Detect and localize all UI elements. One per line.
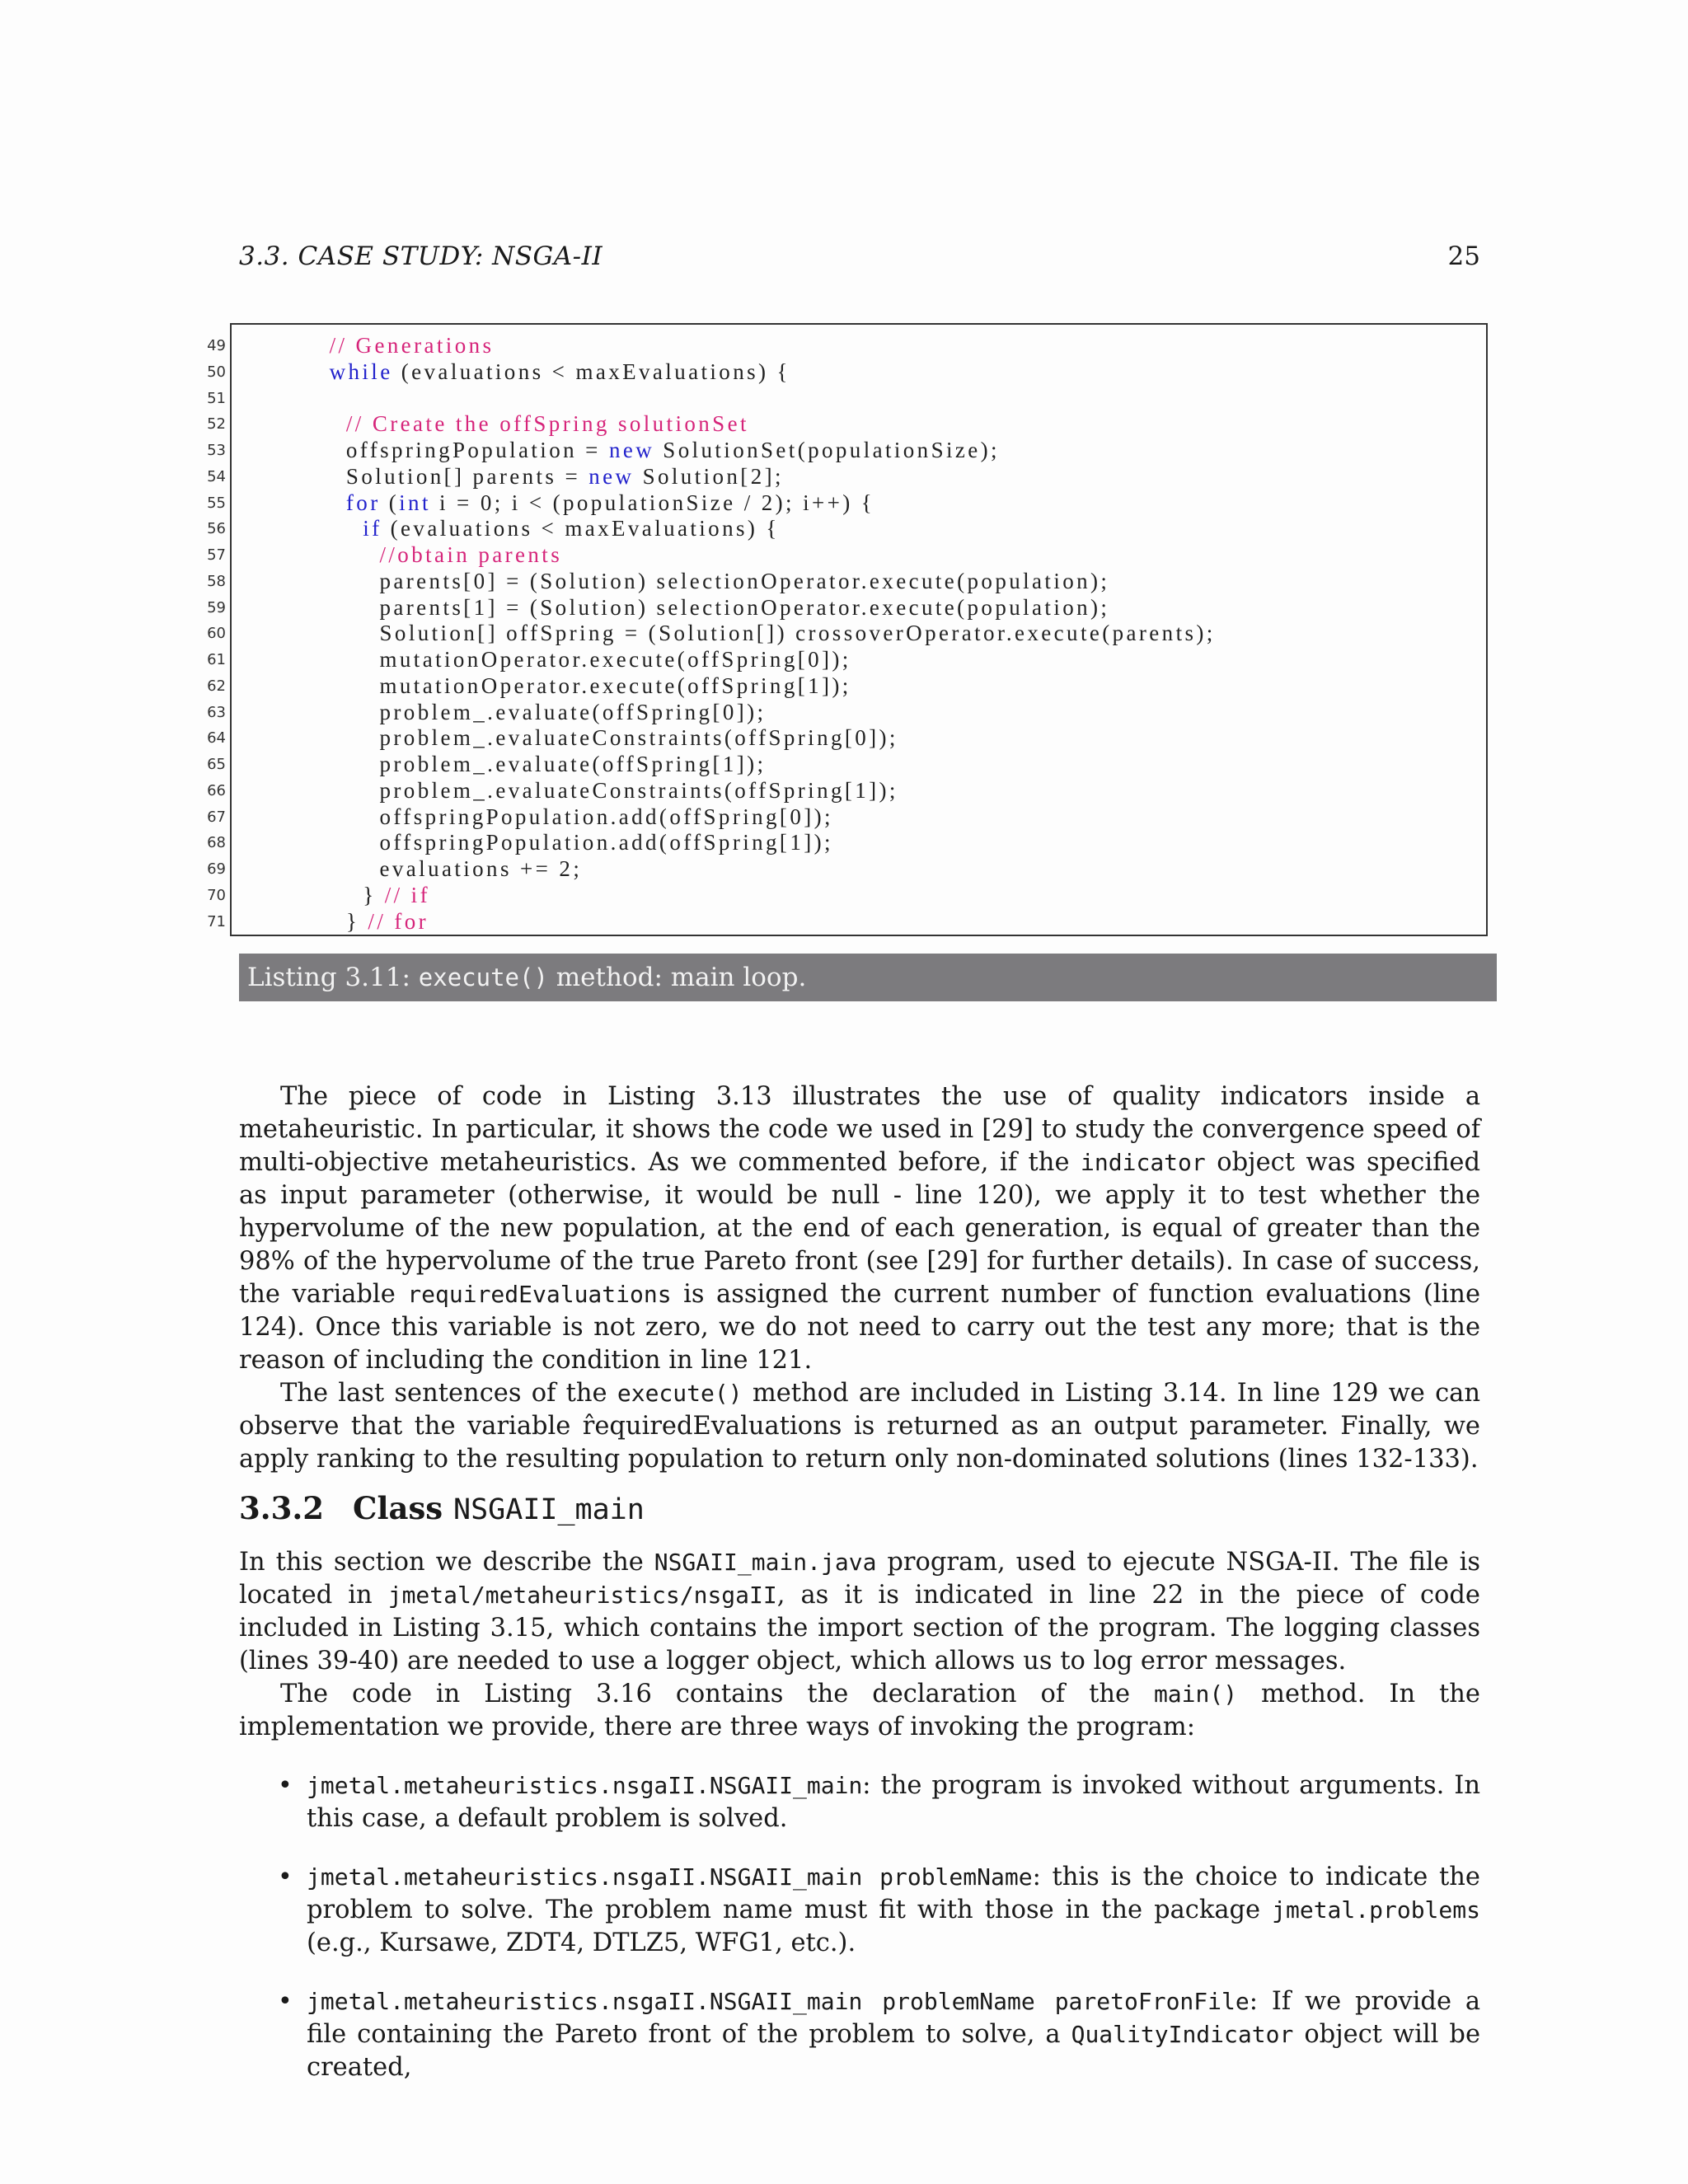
list-item-text: (e.g., Kursawe, ZDT4, DTLZ5, WFG1, etc.).	[307, 1929, 856, 1957]
code-line	[230, 490, 1216, 517]
list-item-text: object will be created,	[307, 2020, 1481, 2082]
page-number: 25	[1447, 241, 1480, 271]
code-line	[230, 464, 1216, 490]
bullet-marker: •	[278, 1771, 293, 1800]
paragraph-text: program, used to ejecute NSGA-II. The file is located in	[239, 1548, 1480, 1610]
code-text: i = 0; i < (populationSize / 2); i++) {	[430, 490, 875, 515]
code-line	[230, 883, 1216, 909]
code-text	[296, 333, 330, 358]
caption-text: method: main loop.	[547, 963, 807, 992]
invocation-list	[239, 1769, 1480, 2110]
bullet-marker: •	[278, 1863, 293, 1891]
paragraph-text: object was specified as input parameter (otherwise, it would be null - line 120), we apply it to test whether the hypervolume of the new population, at the end of each generation, is equal of greater than the 98% of the hypervolume of the true Pareto front (see [29] for further details). In case of success, the variable	[239, 1148, 1480, 1309]
section-number: 3.3.2	[239, 1490, 324, 1526]
code-line	[230, 830, 1216, 856]
code-text: offspringPopulation.add(offSpring[0]);	[296, 804, 833, 829]
line-number: 65	[207, 756, 226, 773]
list-item-code-span: jmetal.metaheuristics.nsgaII.NSGAII_main	[307, 1772, 863, 1799]
code-text	[296, 411, 346, 436]
code-text: mutationOperator.execute(offSpring[0]);	[296, 647, 851, 672]
code-keyword: new	[588, 463, 635, 489]
code-text: evaluations += 2;	[296, 856, 583, 881]
code-line	[230, 621, 1216, 647]
code-text: Solution[2];	[634, 463, 784, 489]
code-line	[230, 778, 1216, 804]
paragraph-code-span: requiredEvaluations	[407, 1281, 672, 1308]
line-number: 67	[207, 808, 226, 826]
code-line	[230, 804, 1216, 831]
line-number: 66	[207, 781, 226, 799]
code-text	[296, 359, 330, 384]
line-number: 51	[207, 389, 226, 407]
section-title-prefix: Class	[353, 1490, 454, 1526]
paragraph-code-span: execute()	[617, 1380, 743, 1407]
body-text-bottom	[239, 1546, 1480, 1744]
section-title-mono: NSGAII_main	[453, 1493, 645, 1526]
code-text	[296, 490, 346, 515]
paragraph-text: method. In the implementation we provide, there are three ways of invoking the program:	[239, 1680, 1480, 1741]
code-text: }	[296, 908, 368, 934]
code-comment: // for	[368, 908, 429, 934]
line-number: 68	[207, 834, 226, 852]
paragraph-text: The last sentences of the	[280, 1379, 617, 1408]
code-keyword: while	[329, 359, 393, 384]
list-item	[239, 1985, 1480, 2084]
code-line	[230, 386, 1216, 412]
list-item-code-span: jmetal.metaheuristics.nsgaII.NSGAII_main problemName paretoFronFile	[307, 1988, 1250, 2015]
chapter-section-title: 3.3. CASE STUDY: NSGA-II	[239, 241, 603, 271]
line-number: 62	[207, 677, 226, 695]
code-line	[230, 516, 1216, 542]
code-text: problem_.evaluate(offSpring[1]);	[296, 752, 767, 776]
code-text: problem_.evaluate(offSpring[0]);	[296, 699, 767, 724]
body-text-top	[239, 1080, 1480, 1476]
paragraph	[239, 1546, 1480, 1678]
code-comment: // Create the offSpring solutionSet	[345, 411, 749, 437]
code-text: offspringPopulation.add(offSpring[1]);	[296, 830, 833, 855]
code-text: (evaluations < maxEvaluations) {	[392, 359, 790, 384]
paragraph-text: In this section we describe the	[239, 1548, 654, 1577]
code-line	[230, 647, 1216, 673]
caption-text: Listing 3.11:	[247, 963, 419, 992]
paragraph-text: method are included in Listing 3.14. In line 129 we can observe that the variable r̂equiredEvaluations is returned as an output parameter. Finally, we apply ranking to the resulting population to return only non-dominated solutions (lines 132-133).	[239, 1379, 1480, 1474]
code-text	[296, 516, 363, 541]
line-number: 50	[207, 363, 226, 381]
section-heading	[239, 1490, 645, 1526]
code-line	[230, 333, 1216, 359]
code-line	[230, 569, 1216, 595]
bullet-marker: •	[278, 1987, 293, 2016]
paragraph-code-span: jmetal/metaheuristics/nsgaII	[387, 1582, 777, 1609]
code-line	[230, 725, 1216, 752]
code-line	[230, 909, 1216, 935]
code-text: problem_.evaluateConstraints(offSpring[0]);	[296, 725, 898, 751]
paragraph	[239, 1080, 1480, 1377]
list-item-text: : If we provide a file containing the Pareto front of the problem to solve, a	[307, 1987, 1480, 2049]
line-number: 71	[207, 912, 226, 930]
line-number: 52	[207, 415, 226, 434]
code-line	[230, 752, 1216, 778]
code-text: parents[1] = (Solution) selectionOperator.execute(population);	[296, 594, 1110, 620]
line-number: 61	[207, 651, 226, 668]
code-text: (evaluations < maxEvaluations) {	[382, 516, 780, 541]
code-comment: //obtain parents	[379, 542, 563, 567]
line-number: 57	[207, 546, 226, 564]
code-text: mutationOperator.execute(offSpring[1]);	[296, 673, 851, 698]
line-number: 70	[207, 886, 226, 904]
listing-caption	[239, 954, 1497, 1001]
list-item-code-span: jmetal.metaheuristics.nsgaII.NSGAII_main problemName	[307, 1863, 1033, 1891]
paragraph-text: The piece of code in Listing 3.13 illustrates the use of quality indicators inside a metaheuristic. In particular, it shows the code we used in [29] to study the convergence speed of multi-objective metaheuristics. As we commented before, if the	[239, 1082, 1480, 1177]
code-text	[296, 542, 380, 567]
line-number: 59	[207, 598, 226, 616]
line-number: 60	[207, 625, 226, 643]
code-line	[230, 438, 1216, 464]
code-keyword: for	[345, 490, 381, 515]
caption-code-span: execute()	[418, 963, 548, 991]
code-keyword: if	[363, 516, 382, 541]
list-item	[239, 1861, 1480, 1960]
code-line	[230, 542, 1216, 569]
paragraph-text: , as it is indicated in line 22 in the piece of code included in Listing 3.15, which contains the import section of the program. The logging classes (lines 39-40) are needed to use a logger object, which allows us to log error messages.	[239, 1581, 1480, 1675]
code-text: problem_.evaluateConstraints(offSpring[1]);	[296, 777, 898, 803]
paragraph-code-span: main()	[1153, 1680, 1238, 1708]
code-text: Solution[] offSpring = (Solution[]) crossoverOperator.execute(parents);	[296, 621, 1216, 646]
code-text: }	[296, 882, 385, 907]
paragraph-code-span: indicator	[1081, 1149, 1206, 1176]
code-line-numbers	[201, 333, 226, 935]
list-item-text: : the program is invoked without arguments. In this case, a default problem is solved.	[307, 1771, 1480, 1833]
line-number: 54	[207, 467, 226, 485]
list-item	[239, 1769, 1480, 1835]
line-number: 56	[207, 520, 226, 538]
code-line	[230, 411, 1216, 438]
code-text: Solution[] parents =	[296, 463, 589, 489]
list-item-code-span: QualityIndicator	[1071, 2021, 1294, 2048]
paragraph-text: The code in Listing 3.16 contains the declaration of the	[280, 1680, 1154, 1708]
paragraph-text: is assigned the current number of function evaluations (line 124). Once this variable is not zero, we do not need to carry out the test any more; that is the reason of including the condition in line 121.	[239, 1280, 1481, 1375]
running-header	[239, 241, 1480, 271]
paragraph-code-span: NSGAII_main.java	[654, 1549, 877, 1576]
line-number: 69	[207, 860, 226, 878]
code-comment: // if	[384, 882, 430, 907]
code-keyword: int	[399, 490, 431, 515]
line-number: 55	[207, 494, 226, 512]
list-item-text: : this is the choice to indicate the problem to solve. The problem name must fit with those in the package	[307, 1863, 1480, 1924]
code-line	[230, 595, 1216, 621]
code-text: offspringPopulation =	[296, 438, 609, 462]
code-text: SolutionSet(populationSize);	[654, 438, 1000, 462]
code-text: (	[380, 490, 400, 515]
line-number: 49	[207, 337, 226, 354]
line-number: 58	[207, 572, 226, 590]
code-line	[230, 359, 1216, 386]
code-line	[230, 673, 1216, 700]
paragraph	[239, 1377, 1480, 1476]
code-line	[230, 700, 1216, 726]
code-line	[230, 856, 1216, 883]
list-item-code-span: jmetal.problems	[1272, 1896, 1480, 1924]
code-text: parents[0] = (Solution) selectionOperator.execute(population);	[296, 568, 1110, 593]
line-number: 64	[207, 729, 226, 748]
code-comment: // Generations	[329, 333, 495, 358]
line-number: 53	[207, 442, 226, 459]
line-number: 63	[207, 703, 226, 721]
code-listing	[230, 333, 1216, 935]
paragraph	[239, 1678, 1480, 1744]
code-keyword: new	[608, 438, 655, 462]
